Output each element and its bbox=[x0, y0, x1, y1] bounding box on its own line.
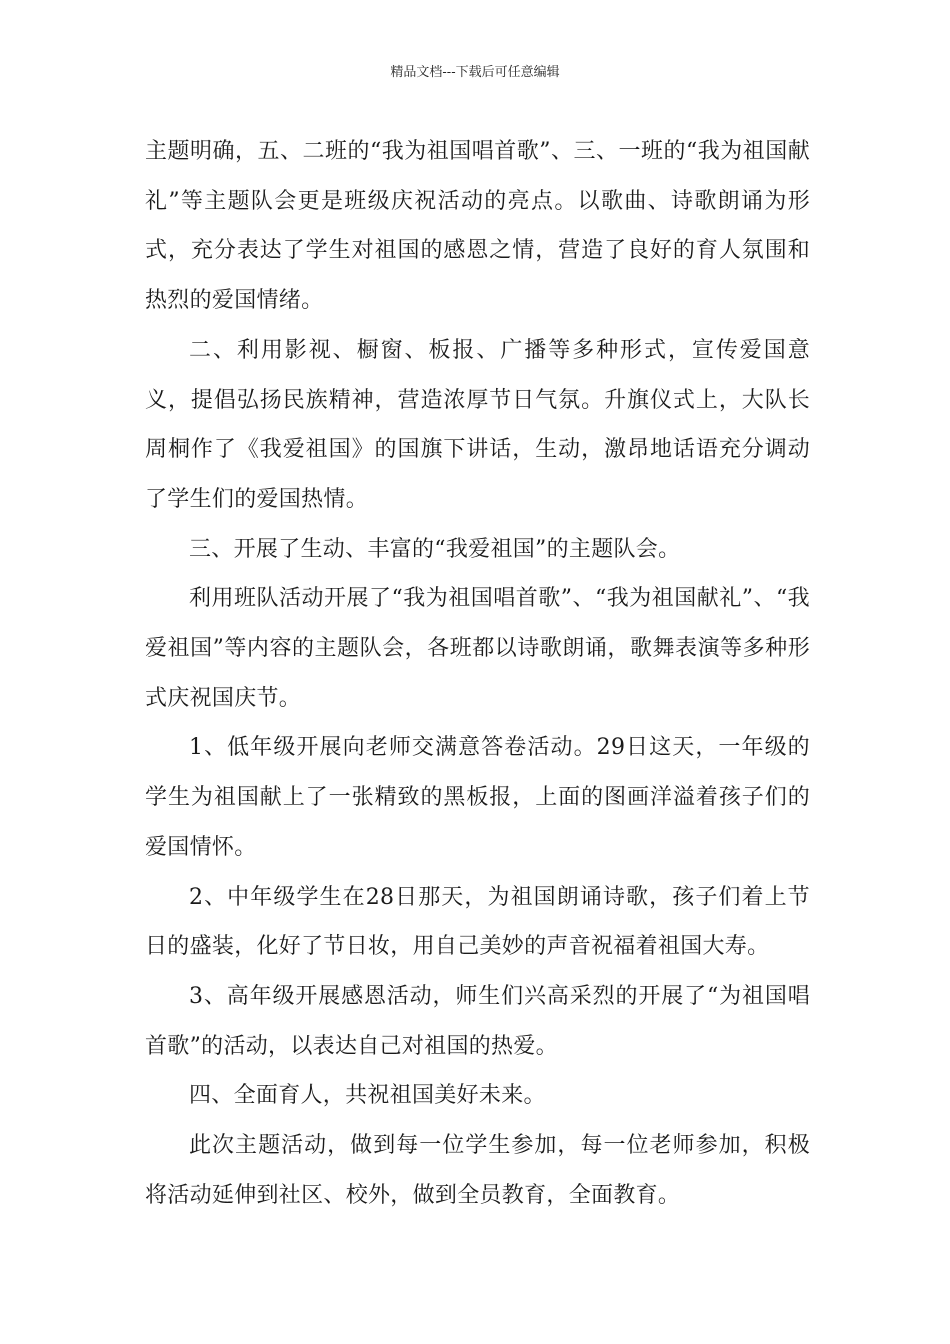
paragraph-3: 三、开展了生动、丰富的“我爱祖国”的主题队会。 bbox=[189, 536, 681, 562]
paragraph-1: 主题明确，五、二班的“我为祖国唱首歌”、三、一班的“我为祖国献礼”等主题队会更是班级庆祝活动的亮点。以歌曲、诗歌朗诵为形式，充分表达了学生对祖国的感恩之情，营造了良好的育人氛围和热烈的爱国情绪。 bbox=[145, 139, 810, 314]
page-header: 精品文档---下载后可任意编辑 bbox=[390, 65, 560, 80]
paragraph-8: 四、全面育人，共祝祖国美好未来。 bbox=[189, 1083, 546, 1109]
paragraph-2: 二、利用影视、橱窗、板报、广播等多种形式，宣传爱国意义，提倡弘扬民族精神，营造浓厚节日气氛。升旗仪式上，大队长周桐作了《我爱祖国》的国旗下讲话，生动，激昂地话语充分调动了学生们的爱国热情。 bbox=[145, 337, 810, 512]
paragraph-7: 3、高年级开展感恩活动，师生们兴高采烈的开展了“为祖国唱首歌”的活动，以表达自己对祖国的热爱。 bbox=[145, 983, 810, 1059]
document-body bbox=[145, 127, 810, 1220]
paragraph-6: 2、中年级学生在28日那天，为祖国朗诵诗歌，孩子们着上节日的盛装，化好了节日妆，用自己美妙的声音祝福着祖国大寿。 bbox=[145, 884, 810, 960]
paragraph-4: 利用班队活动开展了“我为祖国唱首歌”、“我为祖国献礼”、“我爱祖国”等内容的主题队会，各班都以诗歌朗诵，歌舞表演等多种形式庆祝国庆节。 bbox=[145, 586, 810, 711]
paragraph-9: 此次主题活动，做到每一位学生参加，每一位老师参加，积极将活动延伸到社区、校外，做到全员教育，全面教育。 bbox=[145, 1133, 810, 1208]
paragraph-5: 1、低年级开展向老师交满意答卷活动。29日这天，一年级的学生为祖国献上了一张精致的黑板报，上面的图画洋溢着孩子们的爱国情怀。 bbox=[145, 735, 810, 860]
